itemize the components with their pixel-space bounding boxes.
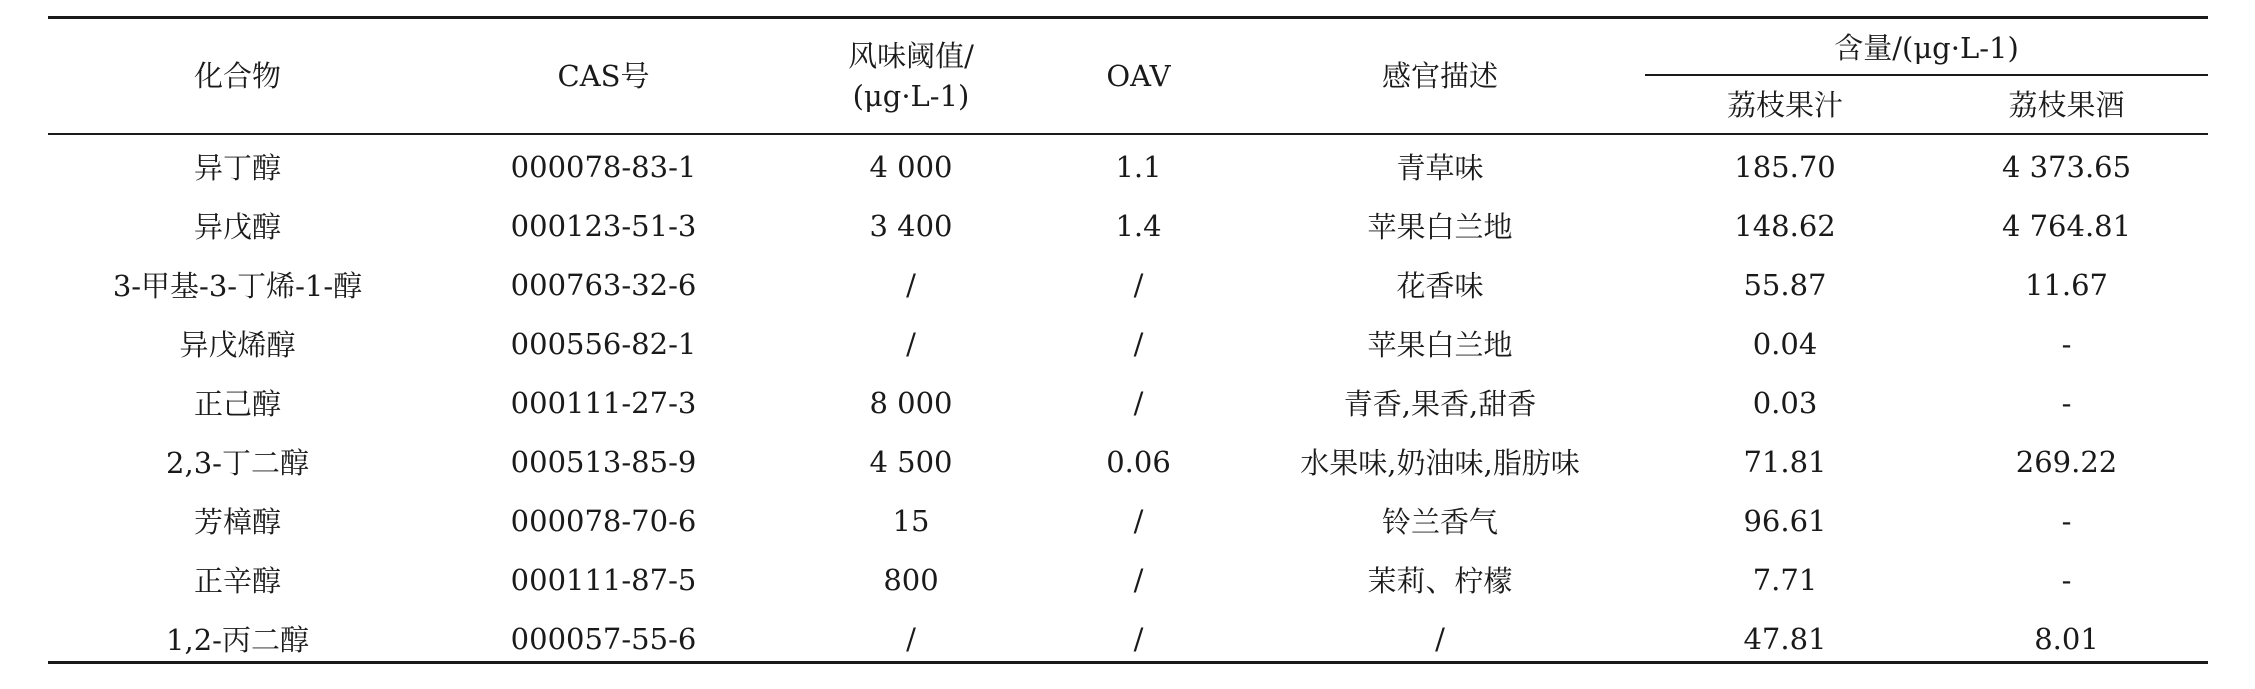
cell-sensory: 茉莉、柠檬 — [1367, 564, 1513, 598]
header-compound: 化合物 — [193, 59, 281, 93]
cell-threshold: 800 — [883, 562, 939, 597]
cell-compound: 异丁醇 — [193, 151, 281, 185]
header-threshold-line2: (μg·L-1) — [852, 79, 970, 113]
cell-compound: 3-甲基-3-丁烯-1-醇 — [112, 269, 363, 303]
cell-threshold: / — [906, 326, 916, 361]
cell-oav: 1.1 — [1115, 149, 1162, 184]
cell-juice: 0.03 — [1752, 385, 1818, 420]
cell-wine: 8.01 — [2034, 621, 2099, 656]
cell-oav: 0.06 — [1106, 444, 1171, 479]
cell-oav: / — [1133, 503, 1144, 538]
cell-oav: / — [1133, 326, 1144, 361]
cell-juice: 71.81 — [1743, 444, 1827, 479]
cell-oav: / — [1133, 562, 1144, 597]
cell-threshold: / — [906, 621, 916, 656]
header-juice: 荔枝果汁 — [1726, 87, 1843, 122]
cell-sensory: 花香味 — [1396, 269, 1484, 303]
cell-compound: 芳樟醇 — [193, 505, 281, 539]
cell-threshold: / — [906, 267, 916, 302]
header-oav: OAV — [1106, 59, 1171, 93]
cell-cas: 000111-27-3 — [510, 385, 697, 420]
cell-wine: - — [2061, 562, 2072, 597]
cell-compound: 2,3-丁二醇 — [166, 446, 309, 480]
cell-wine: - — [2061, 385, 2072, 420]
table-row — [48, 550, 2208, 609]
cell-wine: 4 764.81 — [2001, 208, 2132, 243]
cell-sensory: 苹果白兰地 — [1367, 328, 1513, 362]
cell-wine: 11.67 — [2024, 267, 2109, 302]
header-cas: CAS号 — [557, 59, 650, 93]
cell-cas: 000763-32-6 — [510, 267, 697, 302]
cell-wine: 4 373.65 — [2001, 149, 2132, 184]
cell-cas: 000111-87-5 — [510, 562, 697, 597]
header-threshold — [780, 19, 1042, 133]
cell-oav: / — [1133, 267, 1144, 302]
cell-juice: 0.04 — [1752, 326, 1818, 361]
header-content: 含量/(μg·L-1) — [1834, 30, 2019, 65]
cell-wine: - — [2061, 503, 2072, 538]
compound-table-frame — [48, 0, 2208, 689]
cell-threshold: 15 — [892, 503, 930, 538]
cell-sensory: 青草味 — [1396, 151, 1484, 185]
cell-sensory: 水果味,奶油味,脂肪味 — [1300, 446, 1580, 480]
cell-cas: 000123-51-3 — [510, 208, 697, 243]
header-wine: 荔枝果酒 — [2008, 87, 2125, 122]
cell-oav: 1.4 — [1115, 208, 1162, 243]
table-row — [48, 133, 2208, 196]
cell-cas: 000513-85-9 — [510, 444, 697, 479]
cell-cas: 000057-55-6 — [510, 621, 697, 656]
cell-juice: 47.81 — [1743, 621, 1827, 656]
cell-sensory: 青香,果香,甜香 — [1343, 387, 1537, 421]
cell-threshold: 8 000 — [869, 385, 953, 420]
cell-juice: 55.87 — [1743, 267, 1827, 302]
table-row — [48, 609, 2208, 668]
cell-wine: - — [2061, 326, 2072, 361]
cell-compound: 异戊烯醇 — [179, 328, 296, 362]
cell-compound: 正己醇 — [193, 387, 281, 421]
table-row — [48, 314, 2208, 373]
cell-compound: 异戊醇 — [193, 210, 281, 244]
cell-cas: 000078-83-1 — [510, 149, 697, 184]
volatile-compounds-table — [48, 19, 2208, 668]
cell-juice: 185.70 — [1734, 149, 1836, 184]
cell-sensory: / — [1435, 621, 1445, 656]
cell-compound: 正辛醇 — [193, 564, 281, 598]
table-row — [48, 432, 2208, 491]
table-row — [48, 373, 2208, 432]
cell-juice: 148.62 — [1734, 208, 1836, 243]
table-row — [48, 196, 2208, 255]
header-threshold-line1: 风味阈值/ — [848, 39, 974, 73]
cell-sensory: 铃兰香气 — [1381, 505, 1498, 539]
header-sensory: 感官描述 — [1381, 59, 1498, 93]
table-row — [48, 255, 2208, 314]
cell-oav: / — [1133, 621, 1144, 656]
cell-cas: 000078-70-6 — [510, 503, 697, 538]
cell-juice: 96.61 — [1743, 503, 1827, 538]
table-row — [48, 491, 2208, 550]
cell-sensory: 苹果白兰地 — [1367, 210, 1513, 244]
cell-juice: 7.71 — [1752, 562, 1818, 597]
cell-threshold: 4 500 — [869, 444, 953, 479]
cell-compound: 1,2-丙二醇 — [166, 623, 309, 657]
cell-wine: 269.22 — [2015, 444, 2118, 479]
cell-oav: / — [1133, 385, 1144, 420]
cell-threshold: 3 400 — [869, 208, 953, 243]
cell-cas: 000556-82-1 — [510, 326, 697, 361]
cell-threshold: 4 000 — [869, 149, 953, 184]
